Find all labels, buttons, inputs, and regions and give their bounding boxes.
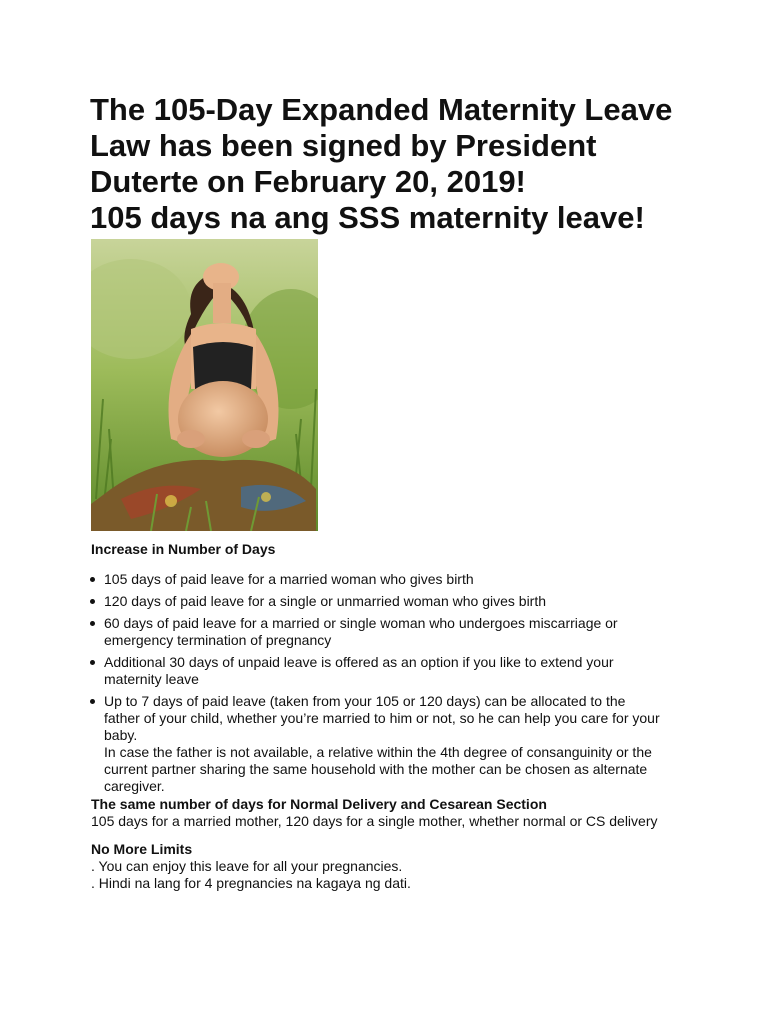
days-bullet-list xyxy=(88,571,688,800)
section-heading-no-limits: No More Limits xyxy=(91,841,193,857)
title-line: Law has been signed by President xyxy=(90,128,597,163)
list-item xyxy=(88,615,688,649)
bullet-text: 60 days of paid leave for a married or single woman who undergoes miscarriage or xyxy=(104,615,618,631)
bullet-text: maternity leave xyxy=(104,671,199,687)
no-limits-line: . You can enjoy this leave for all your pregnancies. xyxy=(91,858,403,874)
bullet-text: caregiver. xyxy=(104,778,165,794)
bullet-text: 120 days of paid leave for a single or unmarried woman who gives birth xyxy=(104,593,547,609)
bullet-text: current partner sharing the same household with the mother can be chosen as alternate xyxy=(104,761,648,777)
bullet-text: 105 days of paid leave for a married woman who gives birth xyxy=(104,571,474,587)
title-line: The 105-Day Expanded Maternity Leave xyxy=(90,92,673,127)
list-item xyxy=(88,654,688,688)
no-limits-line: . Hindi na lang for 4 pregnancies na kagaya ng dati. xyxy=(91,875,411,891)
list-item xyxy=(88,571,688,588)
section-heading-increase-days: Increase in Number of Days xyxy=(91,541,276,557)
bullet-text: Up to 7 days of paid leave (taken from your 105 or 120 days) can be allocated to the xyxy=(104,693,626,709)
bullet-text: father of your child, whether you’re married to him or not, so he can help you care for your xyxy=(104,710,660,726)
title-line: Duterte on February 20, 2019! xyxy=(90,164,526,199)
bullet-text: emergency termination of pregnancy xyxy=(104,632,332,648)
bullet-text: In case the father is not available, a relative within the 4th degree of consanguinity or the xyxy=(104,744,652,760)
bullet-text: baby. xyxy=(104,727,138,743)
bullet-text: Additional 30 days of unpaid leave is offered as an option if you like to extend your xyxy=(104,654,614,670)
section-heading-same-days: The same number of days for Normal Delivery and Cesarean Section xyxy=(91,796,547,812)
same-days-text: 105 days for a married mother, 120 days for a single mother, whether normal or CS delivery xyxy=(91,813,658,829)
photo-illustration xyxy=(91,239,318,531)
pregnant-woman-photo xyxy=(91,239,318,531)
list-item xyxy=(88,593,688,610)
article-title xyxy=(90,92,730,236)
title-line: 105 days na ang SSS maternity leave! xyxy=(90,200,645,235)
list-item xyxy=(88,693,688,795)
